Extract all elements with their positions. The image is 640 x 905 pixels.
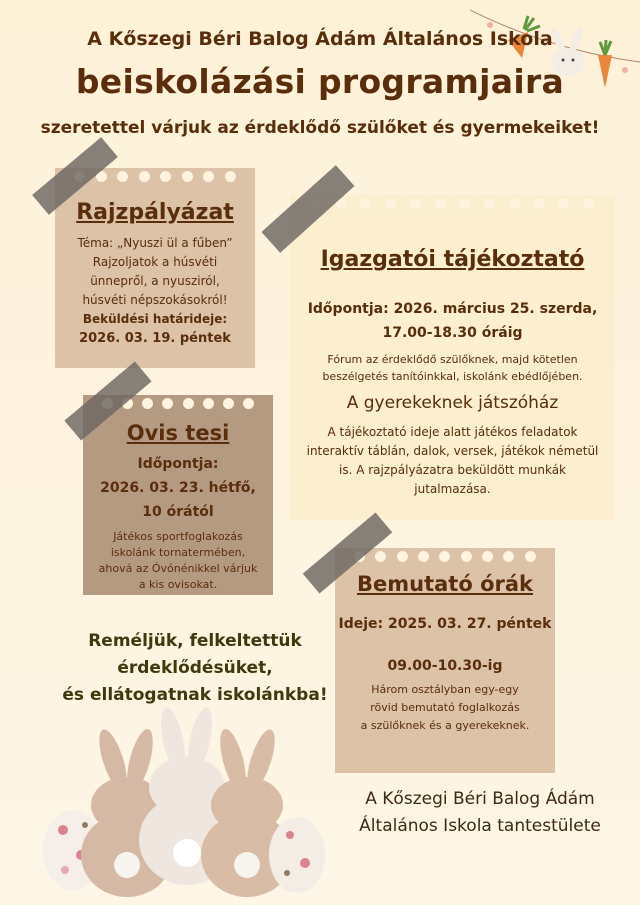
bemutato-desc: a szülőknek és a gyerekeknek.: [360, 719, 530, 732]
signature: [330, 786, 630, 840]
ovis-desc: iskolánk tornatermében,: [110, 546, 246, 559]
closing-line: és ellátogatnak iskolánkba!: [62, 685, 328, 705]
bemutato-desc: rövid bemutató foglalkozás: [370, 701, 520, 714]
ovis-desc: a kis ovisokat.: [138, 578, 218, 591]
igazgatoi-desc: Fórum az érdeklődő szülőknek, majd kötetlen: [327, 353, 578, 366]
ovis-date: 2026. 03. 23. hétfő,: [100, 480, 256, 496]
closing-line: érdeklődésüket,: [117, 658, 273, 678]
deadline-value: 2026. 03. 19. péntek: [79, 331, 231, 346]
deadline-label: Beküldési határideje:: [82, 312, 228, 326]
page-subtitle: szeretettel várjuk az érdeklődő szülőket és gyermekeiket!: [40, 118, 600, 138]
igazgatoi-card: [290, 195, 615, 520]
rajzpalyazat-title: Rajzpályázat: [76, 200, 234, 225]
bemutato-date: Ideje: 2025. 03. 27. péntek: [338, 616, 552, 632]
rajz-line: Rajzoljatok a húsvéti: [92, 255, 218, 269]
closing-message: [60, 628, 330, 709]
jatszohaz-line: jutalmazása.: [414, 482, 491, 496]
signature-line: A Kőszegi Béri Balog Ádám: [365, 789, 595, 809]
ovis-date-label: Időpontja:: [137, 456, 219, 472]
ovis-desc: ahová az Óvónénikkel várjuk: [98, 562, 258, 575]
rajz-line: húsvéti népszokásokról!: [82, 293, 228, 307]
bemutato-desc: Három osztályban egy-egy: [371, 683, 519, 696]
ovis-time: 10 órától: [142, 504, 214, 520]
igazgatoi-date: Időpontja: 2026. március 25. szerda,: [307, 301, 598, 317]
easter-egg-icon: [269, 817, 325, 893]
rajz-line: Téma: „Nyuszi ül a fűben”: [77, 236, 233, 250]
jatszohaz-line: A tájékoztató ideje alatt játékos feladatok: [327, 425, 578, 439]
bunnies-illustration: [35, 705, 330, 900]
page-title: beiskolázási programjaira: [75, 62, 565, 101]
jatszohaz-title: A gyerekeknek játszóház: [346, 393, 559, 413]
ovis-tesi-card: [83, 395, 273, 595]
school-name: A Kőszegi Béri Balog Ádám Általános Iskola: [87, 28, 553, 50]
bemutato-orak-card: [335, 548, 555, 773]
rajz-line: ünnepről, a nyusziról,: [90, 274, 220, 288]
igazgatoi-desc: beszélgetés tanítóinkkal, iskolánk ebédlőjében.: [322, 370, 583, 383]
bemutato-time: 09.00-10.30-ig: [387, 658, 503, 674]
jatszohaz-line: is. A rajzpályázatra beküldött munkák: [338, 463, 567, 477]
igazgatoi-title: Igazgatói tájékoztató: [320, 247, 585, 272]
bemutato-title: Bemutató órák: [357, 572, 533, 596]
closing-line: Reméljük, felkeltettük: [88, 631, 302, 651]
rajzpalyazat-card: [55, 168, 255, 368]
ovis-tesi-title: Ovis tesi: [126, 421, 230, 445]
ovis-desc: Játékos sportfoglakozás: [113, 530, 243, 543]
igazgatoi-time: 17.00-18.30 óráig: [382, 325, 523, 341]
jatszohaz-line: interaktív táblán, dalok, versek, játékok németül: [306, 444, 599, 458]
signature-line: Általános Iskola tantestülete: [359, 816, 601, 836]
